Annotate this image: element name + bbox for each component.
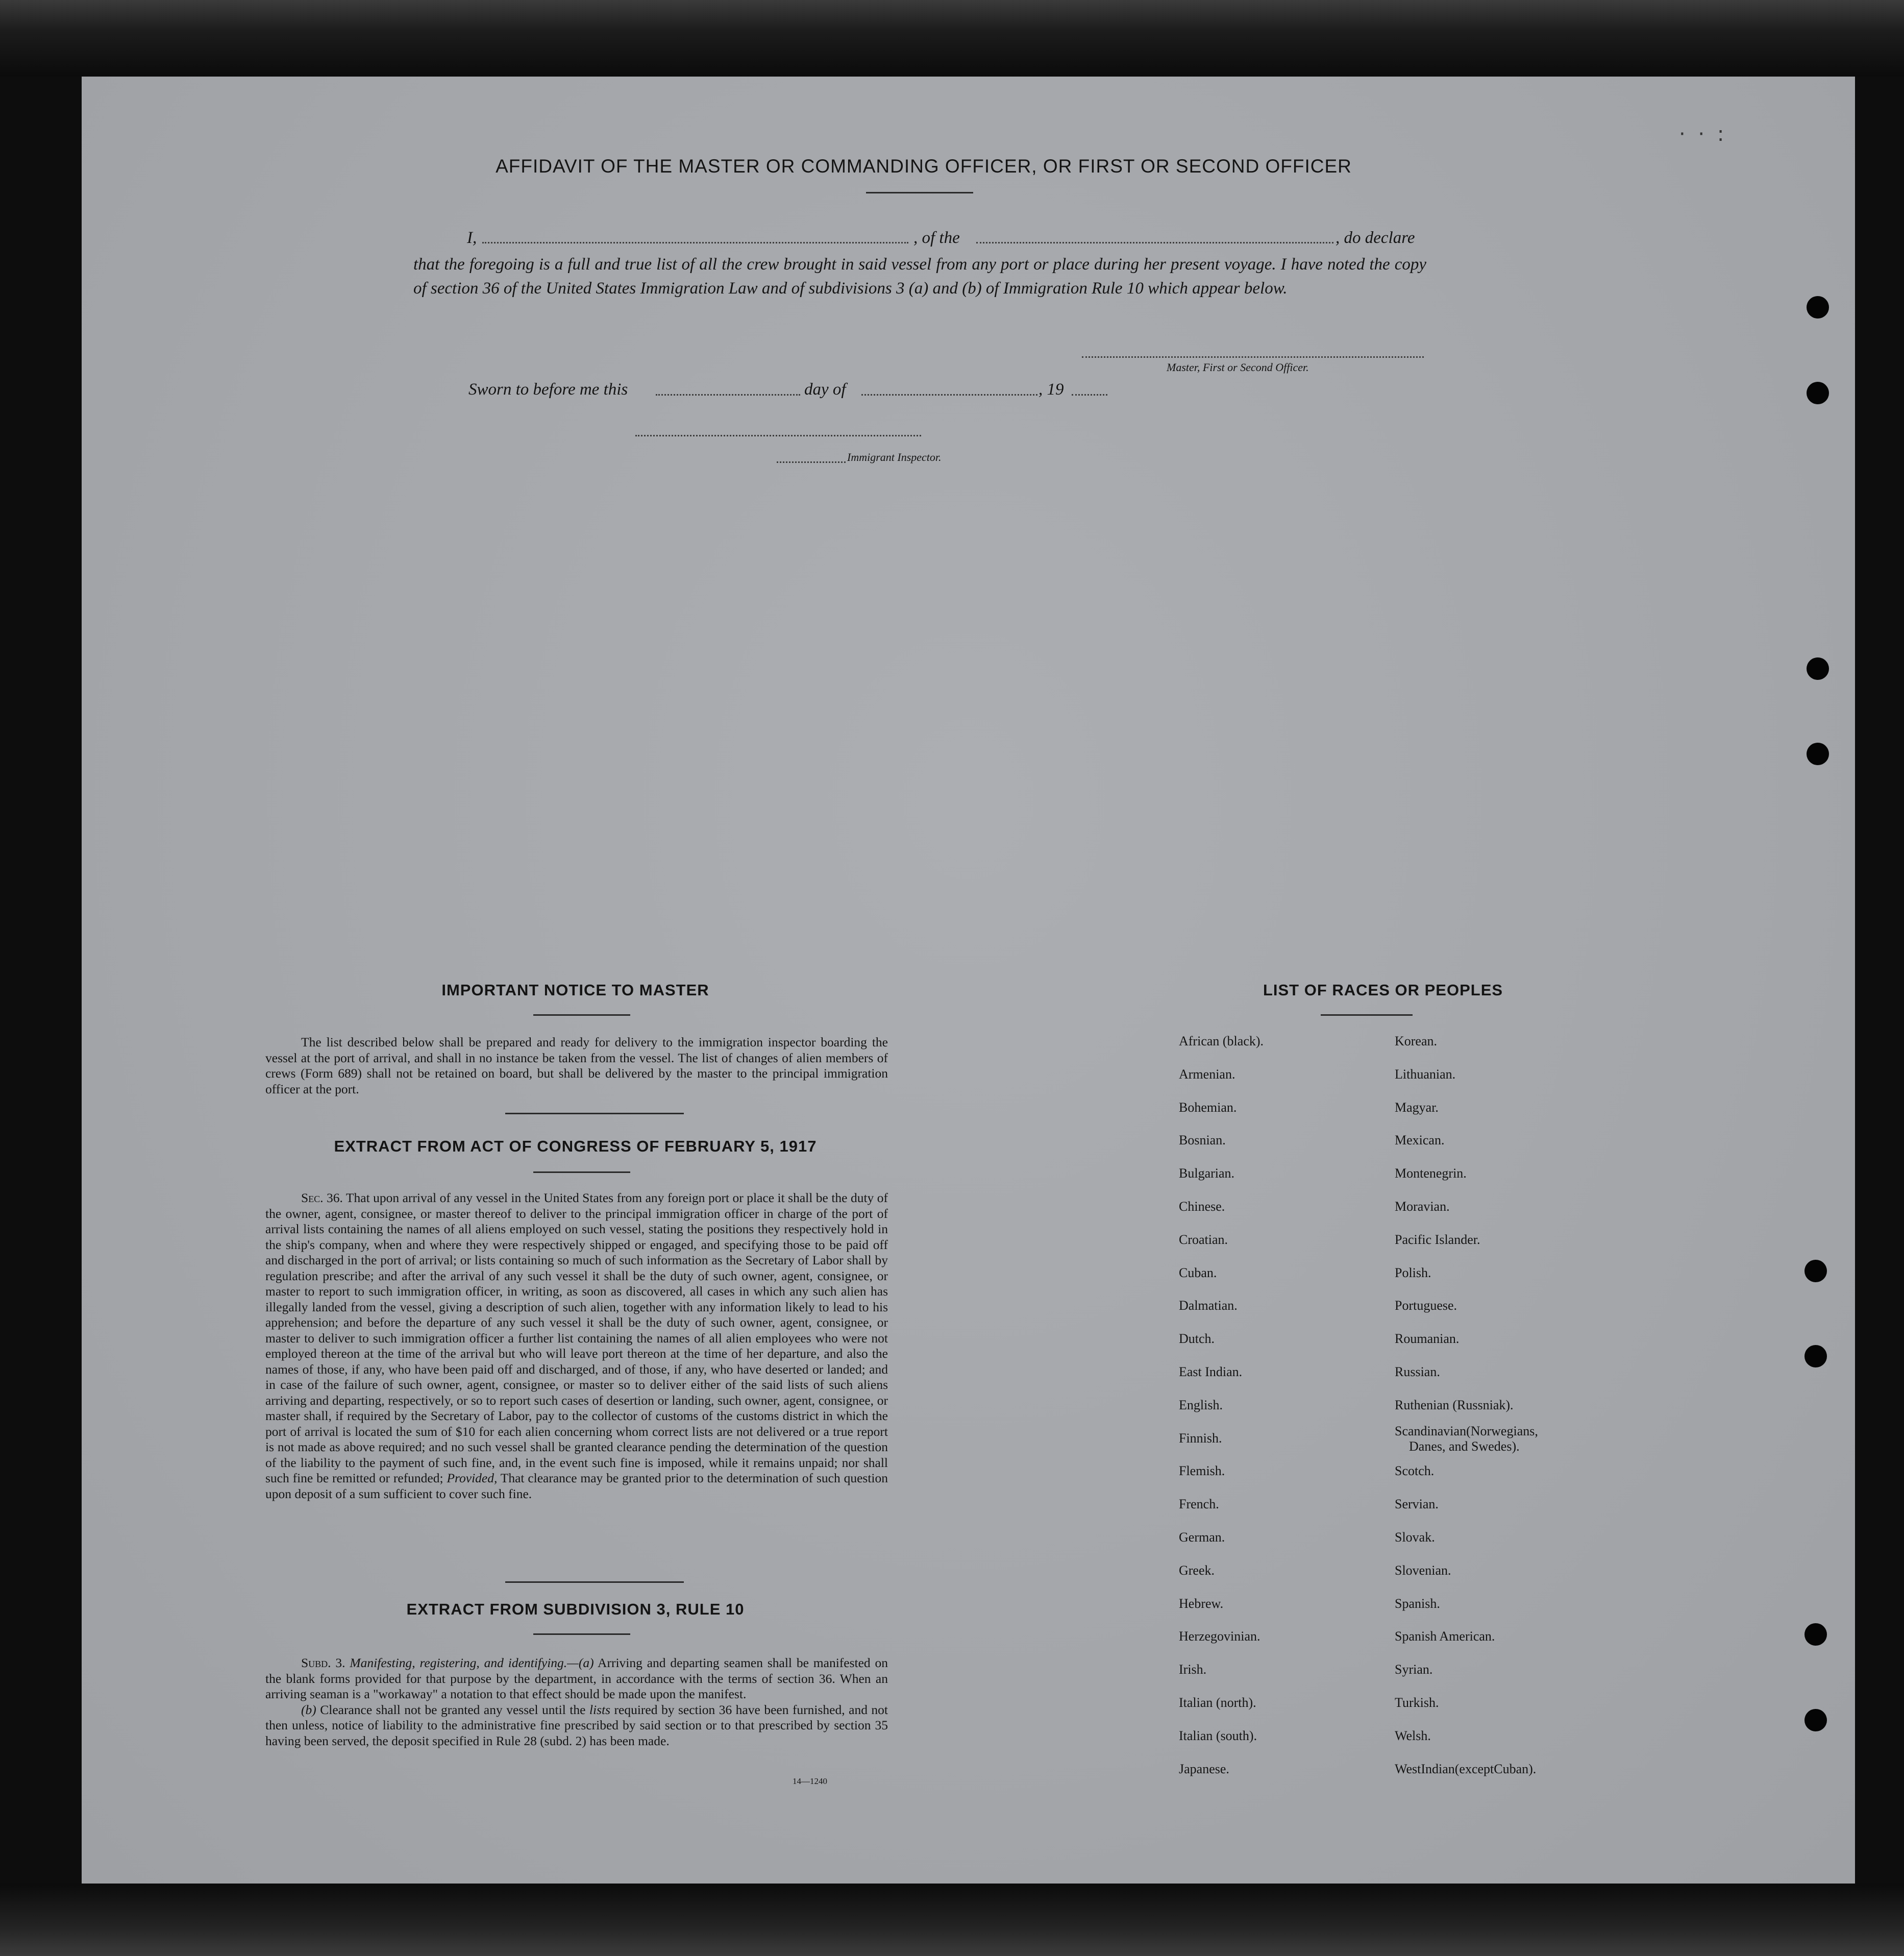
year-label: , 19 xyxy=(1038,380,1064,399)
races-title: LIST OF RACES OR PEOPLES xyxy=(1263,981,1503,999)
section-divider xyxy=(505,1581,684,1583)
master-signature-label: Master, First or Second Officer. xyxy=(1167,361,1309,374)
race-item: German. xyxy=(1179,1529,1225,1545)
punch-hole-icon xyxy=(1804,1260,1827,1282)
subd-heading: Manifesting, registering, and identifying.—(a) xyxy=(350,1655,594,1670)
inspector-signature-field[interactable] xyxy=(635,435,921,436)
punch-hole-icon xyxy=(1807,657,1829,680)
races-divider xyxy=(1321,1014,1413,1016)
film-border-top xyxy=(0,0,1904,77)
race-item: Italian (south). xyxy=(1179,1728,1257,1743)
subd-label: Subd. 3. xyxy=(301,1655,345,1670)
sworn-label: Sworn to before me this xyxy=(468,380,628,399)
race-item: Syrian. xyxy=(1395,1662,1433,1677)
race-item: Cuban. xyxy=(1179,1265,1217,1280)
section-36-text: Sec. 36. That upon arrival of any vessel in the United States from any foreign port or place it shall be the duty of the owner, agent, consignee, or master thereof to deliver to the principal immigration officer in charge of the port of arrival lists containing the names of all aliens employed on such vessel, stating the positions they respectively hold in the ship's company, when and where they were respectively shipped or engaged, and specifying those to be paid off and discharged in the port of arrival; or lists containing so much of such information as the Secretary of Labor shall by regulation prescribe; and after the arrival of any such vessel it shall be the duty of such owner, agent, consignee, or master to report to such immigration officer, in writing, as soon as discovered, all cases in which any such alien has illegally landed from the vessel, giving a description of such alien, together with any information likely to lead to his apprehension; and before the departure of any such vessel it shall be the duty of such owner, agent, consignee, or master to deliver to such immigration officer a further list containing the names of all alien employees who were not employed thereon at the time of the arrival but who will leave port thereon at the time of her departure, and also the names of those, if any, who have been paid off and discharged, and of those, if any, who have deserted or landed; and in case of the failure of such owner, agent, consignee, or master so to deliver either of the said lists of such aliens arriving and departing, respectively, or so to report such cases of desertion or landing, such owner, agent, consignee, or master shall, if required by the Secretary of Labor, pay to the collector of customs of the customs district in which the port of arrival is located the sum of $10 for each alien concerning whom correct lists are not delivered or a true report is not made as above required; and no such vessel shall be granted clearance pending the determination of the question of the liability to the payment of such fine, and, in the event such fine is imposed, while it remains unpaid; nor shall such fine be remitted or refunded; Provided, That clearance may be granted prior to the determination of such question upon deposit of a sum sufficient to cover such fine. xyxy=(265,1190,888,1501)
punch-hole-icon xyxy=(1804,1345,1827,1367)
affidavit-title: AFFIDAVIT OF THE MASTER OR COMMANDING OFFICER, OR FIRST OR SECOND OFFICER xyxy=(496,156,1352,177)
notice-text: The list described below shall be prepared and ready for delivery to the immigration inspector boarding the vessel at the port of arrival, and shall in no instance be taken from the vessel. The list of changes of alien members of crews (Form 689) shall not be retained on board, but shall be delivered by the master to the principal immigration officer at the port. xyxy=(265,1035,888,1096)
of-the-label: , of the xyxy=(913,229,960,247)
master-signature-field[interactable] xyxy=(1082,356,1424,358)
race-item: Herzegovinian. xyxy=(1179,1629,1260,1644)
race-item: Dutch. xyxy=(1179,1331,1215,1347)
race-item: Croatian. xyxy=(1179,1232,1228,1247)
rule10-divider xyxy=(533,1633,630,1635)
race-item: Chinese. xyxy=(1179,1199,1225,1214)
form-number: 14—1240 xyxy=(793,1776,827,1786)
race-item: Russian. xyxy=(1395,1364,1440,1379)
sworn-year-field[interactable] xyxy=(1072,394,1107,396)
rule10-extract-title: EXTRACT FROM SUBDIVISION 3, RULE 10 xyxy=(406,1600,745,1618)
race-item: French. xyxy=(1179,1497,1219,1512)
title-divider xyxy=(866,192,973,193)
race-item: Slovak. xyxy=(1395,1529,1435,1545)
rule10-text: Subd. 3. Manifesting, registering, and identifying.—(a) Arriving and departing seamen shall be manifested on the blank forms provided for that purpose by the department, in accordance with the terms of section 36. When an arriving seaman is a "workaway" a notation to that effect should be made upon the manifest. (b) Clearance shall not be granted any vessel until the lists required by section 36 have been furnished, and not then unless, notice of liability to the administrative fine prescribed by said section or to that prescribed by section 35 having been served, the deposit specified in Rule 28 (subd. 2) has been made. xyxy=(265,1655,888,1748)
punch-hole-icon xyxy=(1807,382,1829,404)
race-item: Turkish. xyxy=(1395,1695,1439,1710)
race-item: Lithuanian. xyxy=(1395,1066,1456,1082)
race-item: Spanish American. xyxy=(1395,1629,1495,1644)
day-of-label: day of xyxy=(804,380,846,399)
affidavit-body: that the foregoing is a full and true list of all the crew brought in said vessel from any port or place during her present voyage. I have noted the copy of section 36 of the United States Immigration Law and of subdivisions 3 (a) and (b) of Immigration Rule 10 which appear below. xyxy=(413,255,1426,298)
race-item: Slovenian. xyxy=(1395,1562,1451,1578)
provided-word: Provided, xyxy=(447,1471,498,1485)
race-item: Ruthenian (Russniak). xyxy=(1395,1397,1514,1412)
name-field[interactable] xyxy=(482,242,908,243)
race-item: Bohemian. xyxy=(1179,1099,1237,1115)
race-item: Mexican. xyxy=(1395,1133,1445,1148)
race-item: Irish. xyxy=(1179,1662,1207,1677)
race-item: Korean. xyxy=(1395,1034,1438,1048)
race-item: Japanese. xyxy=(1179,1761,1229,1776)
race-item: WestIndian(exceptCuban). xyxy=(1395,1761,1537,1776)
notice-divider xyxy=(533,1014,630,1016)
vessel-field[interactable] xyxy=(976,242,1333,243)
sworn-month-field[interactable] xyxy=(861,394,1037,396)
race-item: Polish. xyxy=(1395,1265,1431,1280)
race-item: Finnish. xyxy=(1179,1430,1222,1446)
affidavit-i-label: I, xyxy=(467,229,477,247)
races-left-column xyxy=(1179,1034,1383,1794)
race-item: Moravian. xyxy=(1395,1199,1450,1214)
race-item: Welsh. xyxy=(1395,1728,1431,1743)
section-label: Sec. 36. xyxy=(301,1190,343,1205)
race-item: Servian. xyxy=(1395,1497,1439,1512)
race-item: Scotch. xyxy=(1395,1463,1435,1479)
film-border-bottom xyxy=(0,1884,1904,1956)
punch-hole-icon xyxy=(1807,296,1829,319)
race-item: Bulgarian. xyxy=(1179,1166,1235,1181)
inspector-label-leader xyxy=(777,461,846,463)
sworn-day-field[interactable] xyxy=(656,394,800,396)
race-item: Bosnian. xyxy=(1179,1133,1226,1148)
corner-mark: · · : xyxy=(1679,123,1727,146)
punch-hole-icon xyxy=(1804,1709,1827,1731)
race-item: Hebrew. xyxy=(1179,1596,1224,1611)
notice-title: IMPORTANT NOTICE TO MASTER xyxy=(441,981,709,999)
race-item: Pacific Islander. xyxy=(1395,1232,1480,1247)
congress-extract-title: EXTRACT FROM ACT OF CONGRESS OF FEBRUARY 5, 1917 xyxy=(334,1137,817,1155)
inspector-label: Immigrant Inspector. xyxy=(847,451,942,463)
race-item: Portuguese. xyxy=(1395,1298,1457,1313)
race-item: Roumanian. xyxy=(1395,1331,1460,1347)
congress-divider xyxy=(533,1171,630,1173)
race-item: Armenian. xyxy=(1179,1066,1235,1082)
race-item-continuation: Danes, and Swedes). xyxy=(1409,1438,1520,1454)
race-item: English. xyxy=(1179,1397,1223,1412)
race-item: African (black). xyxy=(1179,1034,1264,1048)
race-item: Greek. xyxy=(1179,1562,1215,1578)
race-item: East Indian. xyxy=(1179,1364,1243,1379)
race-item: Scandinavian(Norwegians, Danes, and Swedes). xyxy=(1395,1424,1614,1464)
races-right-column xyxy=(1395,1034,1614,1794)
race-item: Magyar. xyxy=(1395,1099,1439,1115)
race-item: Montenegrin. xyxy=(1395,1166,1467,1181)
section-divider xyxy=(505,1113,684,1114)
race-item: Spanish. xyxy=(1395,1596,1440,1611)
race-item: Flemish. xyxy=(1179,1463,1225,1479)
declare-label: , do declare xyxy=(1336,229,1415,247)
race-item: Dalmatian. xyxy=(1179,1298,1238,1313)
punch-hole-icon xyxy=(1804,1623,1827,1646)
race-item: Italian (north). xyxy=(1179,1695,1256,1710)
punch-hole-icon xyxy=(1807,743,1829,765)
